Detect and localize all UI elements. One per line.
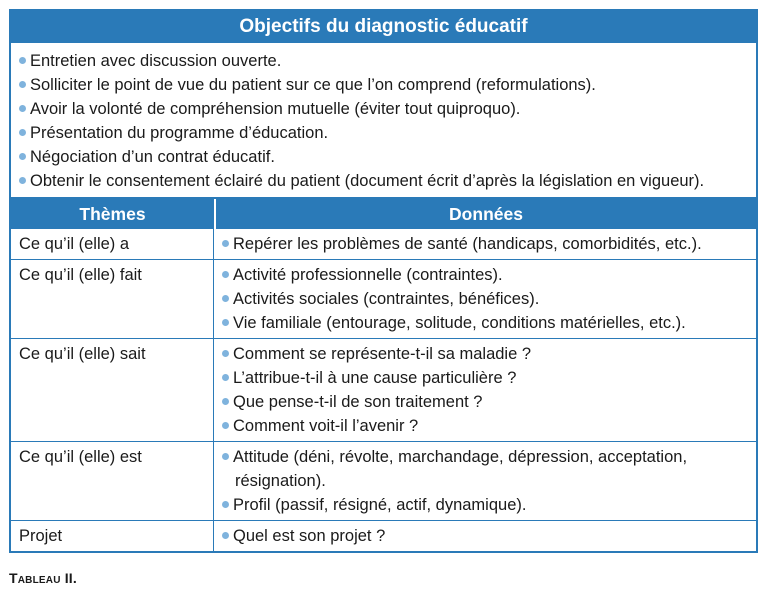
bullet-icon	[222, 350, 229, 357]
bullet-icon	[222, 319, 229, 326]
data-item: Comment voit-il l’avenir ?	[222, 414, 748, 438]
table-row	[11, 441, 756, 520]
theme-cell: Ce qu’il (elle) sait	[11, 339, 214, 441]
data-cell	[214, 229, 756, 259]
header-donnees: Données	[449, 204, 523, 224]
table-row	[11, 520, 756, 551]
bullet-icon	[19, 105, 26, 112]
objectives-list	[11, 43, 756, 199]
bullet-icon	[222, 453, 229, 460]
data-item: Que pense-t-il de son traitement ?	[222, 390, 748, 414]
theme-cell: Ce qu’il (elle) a	[11, 229, 214, 259]
bullet-icon	[222, 271, 229, 278]
theme-cell: Ce qu’il (elle) fait	[11, 260, 214, 338]
bullet-icon	[222, 501, 229, 508]
objective-item: Solliciter le point de vue du patient sur ce que l’on comprend (reformulations).	[19, 73, 750, 97]
data-item: Activité professionnelle (contraintes).	[222, 263, 748, 287]
table-row	[11, 338, 756, 441]
objective-item: Entretien avec discussion ouverte.	[19, 49, 750, 73]
bullet-icon	[19, 177, 26, 184]
bullet-icon	[222, 240, 229, 247]
bullet-icon	[19, 57, 26, 64]
data-cell	[214, 339, 756, 441]
table-caption: Tableau II.	[9, 570, 77, 586]
data-item: Vie familiale (entourage, solitude, conditions matérielles, etc.).	[222, 311, 748, 335]
bullet-icon	[19, 81, 26, 88]
theme-cell: Ce qu’il (elle) est	[11, 442, 214, 520]
data-item: Profil (passif, résigné, actif, dynamique).	[222, 493, 748, 517]
data-item: Attitude (déni, révolte, marchandage, dépression, acceptation, résignation).	[222, 445, 748, 493]
table-row	[11, 229, 756, 259]
objective-item: Avoir la volonté de compréhension mutuelle (éviter tout quiproquo).	[19, 97, 750, 121]
objective-item: Obtenir le consentement éclairé du patient (document écrit d’après la législation en vigueur).	[19, 169, 750, 193]
objective-item: Négociation d’un contrat éducatif.	[19, 145, 750, 169]
data-item: Comment se représente-t-il sa maladie ?	[222, 342, 748, 366]
data-cell	[214, 442, 756, 520]
bullet-icon	[19, 153, 26, 160]
table-row	[11, 259, 756, 338]
bullet-icon	[222, 398, 229, 405]
bullet-icon	[222, 374, 229, 381]
data-item: Repérer les problèmes de santé (handicaps, comorbidités, etc.).	[222, 232, 748, 256]
column-header-row	[11, 199, 756, 229]
theme-cell: Projet	[11, 521, 214, 551]
bullet-icon	[222, 532, 229, 539]
bullet-icon	[222, 422, 229, 429]
data-item: Activités sociales (contraintes, bénéfices).	[222, 287, 748, 311]
data-cell	[214, 260, 756, 338]
bullet-icon	[222, 295, 229, 302]
diagnostic-table	[9, 9, 758, 553]
header-themes: Thèmes	[11, 199, 216, 229]
data-item: L’attribue-t-il à une cause particulière ?	[222, 366, 748, 390]
bullet-icon	[19, 129, 26, 136]
table-body	[11, 229, 756, 551]
table-title: Objectifs du diagnostic éducatif	[11, 11, 756, 43]
data-item: Quel est son projet ?	[222, 524, 748, 548]
objective-item: Présentation du programme d’éducation.	[19, 121, 750, 145]
data-cell	[214, 521, 756, 551]
